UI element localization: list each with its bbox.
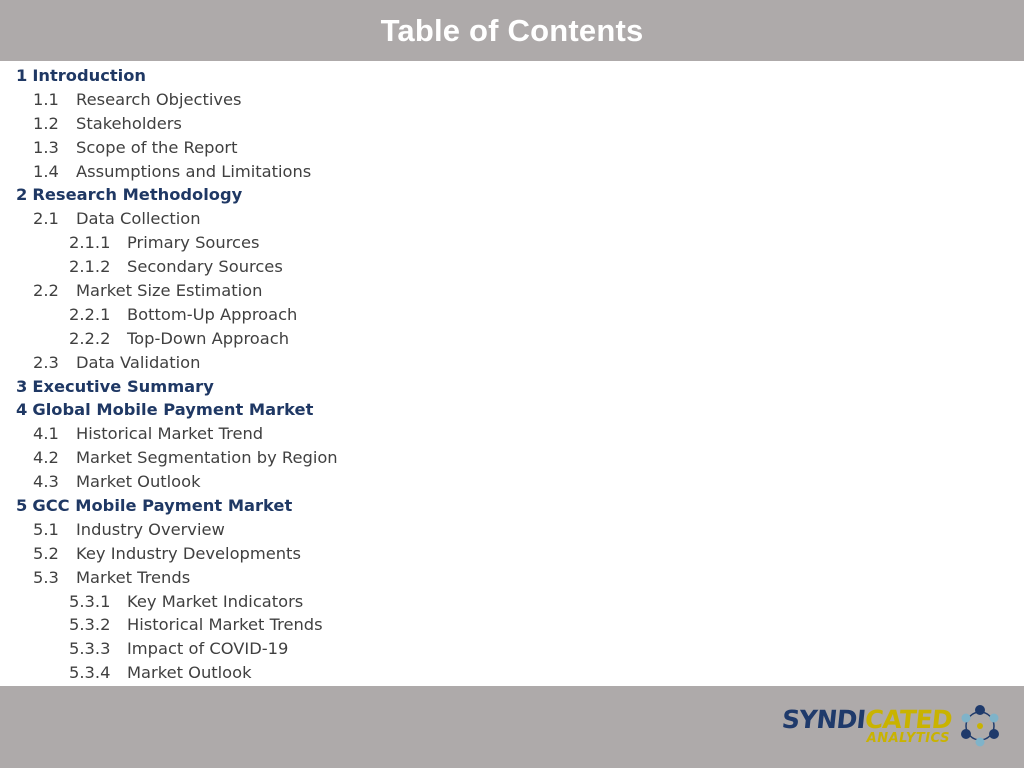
toc-entry-number: 5.1	[33, 519, 59, 539]
logo-word-part2: CATED	[863, 704, 954, 734]
toc-entry-number: 5.3.2	[69, 615, 111, 635]
toc-entry-number: 5.3.3	[69, 639, 111, 659]
toc-entry-number: 1	[16, 66, 28, 85]
toc-entry-number: 4.2	[33, 448, 59, 468]
toc-entry-label: Research Methodology	[32, 185, 243, 205]
toc-entry-label: Executive Summary	[32, 376, 214, 396]
toc-entry-number: 2.3	[33, 352, 59, 372]
toc-entry[interactable]	[16, 112, 916, 136]
toc-entry[interactable]	[16, 398, 916, 422]
toc-entry[interactable]	[16, 88, 916, 112]
toc-entry-label: Research Objectives	[76, 89, 242, 109]
toc-entry[interactable]	[16, 613, 916, 637]
toc-entry-label: Industry Overview	[76, 519, 225, 539]
toc-entry-label: Primary Sources	[127, 233, 260, 253]
toc-entry-number: 2.1.1	[69, 233, 111, 253]
toc-entry[interactable]	[16, 566, 916, 590]
toc-entry-label: Market Trends	[76, 567, 191, 587]
toc-entry[interactable]	[16, 327, 916, 351]
toc-entry-label: Key Industry Developments	[76, 543, 301, 563]
logo-wordmark	[780, 704, 954, 734]
title-bar	[0, 0, 1024, 61]
toc-entry[interactable]	[16, 661, 916, 685]
toc-entry-label: Data Collection	[76, 209, 201, 229]
toc-entry-label: Key Market Indicators	[127, 591, 304, 611]
toc-entry-number: 2.2.1	[69, 304, 111, 324]
toc-entry-number: 5.3.1	[69, 591, 111, 611]
toc-entry-label: Stakeholders	[76, 113, 182, 133]
toc-entry[interactable]	[16, 279, 916, 303]
syndicated-analytics-logo	[782, 702, 1002, 750]
toc-entry-number: 2.2	[33, 281, 59, 301]
toc-entry[interactable]	[16, 207, 916, 231]
page-title: Table of Contents	[380, 12, 644, 48]
toc-entry[interactable]	[16, 637, 916, 661]
toc-entry[interactable]	[16, 470, 916, 494]
toc-entry-label: Secondary Sources	[127, 257, 283, 277]
toc-entry-label: Assumptions and Limitations	[76, 161, 312, 181]
toc-entry-number: 5	[16, 496, 28, 516]
toc-entry[interactable]	[16, 303, 916, 327]
toc-entry[interactable]	[16, 351, 916, 375]
toc-entry-label: Global Mobile Payment Market	[32, 400, 314, 420]
toc-entry[interactable]	[16, 494, 916, 518]
toc-entry-number: 4	[16, 400, 28, 420]
toc-entry[interactable]	[16, 375, 916, 399]
toc-entry-label: Data Validation	[76, 352, 201, 372]
toc-entry-number: 1.3	[33, 137, 59, 157]
toc-entry-number: 3	[16, 376, 28, 396]
toc-entry[interactable]	[16, 542, 916, 566]
toc-entry-label: Bottom-Up Approach	[127, 304, 298, 324]
toc-entry-label: Market Outlook	[76, 472, 201, 492]
toc-entry-number: 5.2	[33, 543, 59, 563]
footer-bar	[0, 686, 1024, 768]
toc-entry-number: 1.4	[33, 161, 59, 181]
logo-subtitle: ANALYTICS	[866, 730, 950, 746]
molecule-ring-icon	[958, 704, 1002, 748]
toc-entry-label: GCC Mobile Payment Market	[32, 496, 293, 516]
toc-entry[interactable]	[16, 136, 916, 160]
toc-entry-label: Market Size Estimation	[76, 281, 263, 301]
toc-entry[interactable]	[16, 446, 916, 470]
toc-entry[interactable]	[16, 255, 916, 279]
toc-entry-number: 1.1	[33, 89, 59, 109]
toc-entry-number: 2.1	[33, 209, 59, 229]
toc-entry-label: Scope of the Report	[76, 137, 238, 157]
toc-entry-number: 4.1	[33, 424, 59, 444]
toc-entry[interactable]	[16, 183, 916, 207]
toc-entry-number: 5.3.4	[69, 663, 111, 683]
toc-entry-number: 2	[16, 185, 28, 205]
toc-entry-number: 1.2	[33, 113, 59, 133]
toc-entry-label: Historical Market Trends	[127, 615, 323, 635]
logo-word-part1: SYNDI	[780, 704, 867, 734]
toc-entry-number: 2.2.2	[69, 328, 111, 348]
toc-entry[interactable]	[16, 160, 916, 184]
toc-entry-label: Impact of COVID-19	[127, 639, 289, 659]
toc-entry[interactable]	[16, 518, 916, 542]
toc-entry-label: Top-Down Approach	[127, 328, 290, 348]
toc-entry[interactable]	[16, 231, 916, 255]
toc-entry-label: Market Segmentation by Region	[76, 448, 338, 468]
toc-entry-number: 5.3	[33, 567, 59, 587]
toc-entry[interactable]	[16, 64, 916, 88]
toc-entry-number: 2.1.2	[69, 257, 111, 277]
toc-entry[interactable]	[16, 590, 916, 614]
toc-entry[interactable]	[16, 422, 916, 446]
table-of-contents	[16, 64, 916, 685]
toc-entry-label: Introduction	[32, 66, 147, 85]
toc-entry-number: 4.3	[33, 472, 59, 492]
toc-entry-label: Market Outlook	[127, 663, 252, 683]
toc-entry-label: Historical Market Trend	[76, 424, 264, 444]
